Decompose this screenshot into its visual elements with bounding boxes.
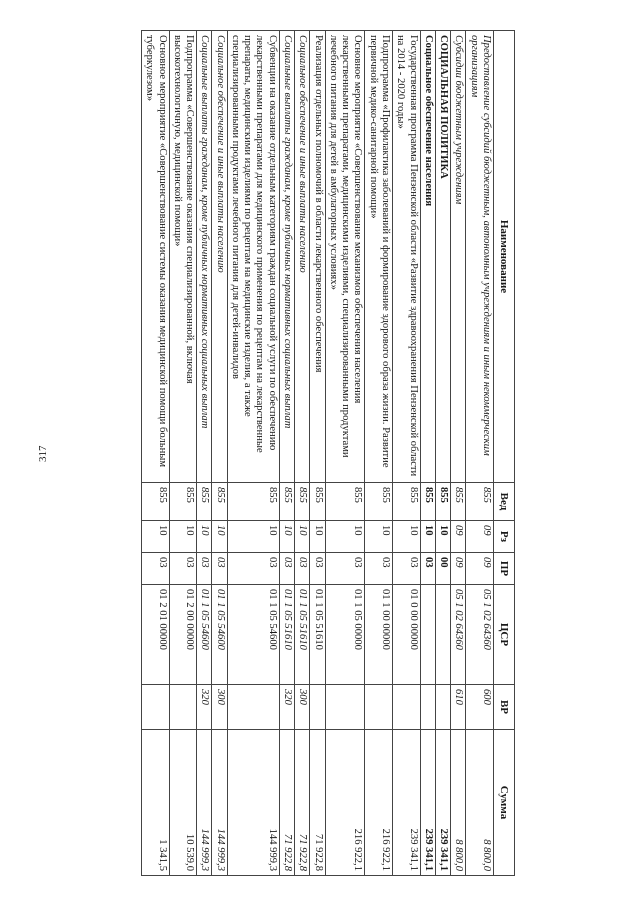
- cell-ved: 855: [466, 483, 494, 521]
- table-row: [212, 31, 227, 876]
- cell-rz: 10: [169, 521, 197, 553]
- cell-sum: 71 922,8: [310, 730, 325, 876]
- cell-rz: 10: [141, 521, 169, 553]
- cell-ved: 855: [279, 483, 294, 521]
- cell-ved: 855: [420, 483, 435, 521]
- cell-ved: 855: [365, 483, 393, 521]
- cell-rz: 10: [227, 521, 279, 553]
- cell-sum: 8 800,0: [466, 730, 494, 876]
- cell-sum: 239 341,1: [420, 730, 435, 876]
- table-row: [451, 31, 466, 876]
- cell-pr: 03: [325, 553, 365, 585]
- cell-pr: 03: [393, 553, 421, 585]
- cell-name: Субсидии бюджетным учреждениям: [451, 31, 466, 483]
- cell-ved: 855: [393, 483, 421, 521]
- header-name: Наименование: [494, 31, 515, 483]
- cell-vr: 320: [197, 685, 212, 730]
- table-header-row: [494, 31, 515, 876]
- cell-sum: 216 922,1: [365, 730, 393, 876]
- cell-vr: [435, 685, 450, 730]
- cell-rz: 10: [310, 521, 325, 553]
- cell-rz: 10: [420, 521, 435, 553]
- cell-rz: 10: [279, 521, 294, 553]
- cell-vr: 320: [279, 685, 294, 730]
- cell-csr: 05 1 02 64360: [466, 585, 494, 685]
- cell-csr: 01 1 00 00000: [365, 585, 393, 685]
- table-row: [310, 31, 325, 876]
- cell-vr: [325, 685, 365, 730]
- cell-ved: 855: [325, 483, 365, 521]
- table-row: [420, 31, 435, 876]
- table-row: [141, 31, 169, 876]
- cell-pr: 03: [310, 553, 325, 585]
- cell-vr: 600: [466, 685, 494, 730]
- budget-table: [141, 30, 515, 876]
- cell-vr: 300: [212, 685, 227, 730]
- header-ved: Вед: [494, 483, 515, 521]
- cell-pr: 00: [435, 553, 450, 585]
- cell-rz: 10: [197, 521, 212, 553]
- header-vr: ВР: [494, 685, 515, 730]
- cell-csr: 01 1 05 54600: [197, 585, 212, 685]
- cell-sum: 239 341,1: [393, 730, 421, 876]
- cell-rz: 10: [325, 521, 365, 553]
- cell-name: Подпрограмма «Профилактика заболеваний и формирование здорового образа жизни. Развитие первичной медико-санитарной помощи»: [365, 31, 393, 483]
- cell-csr: 01 1 05 51610: [279, 585, 294, 685]
- cell-name: СОЦИАЛЬНАЯ ПОЛИТИКА: [435, 31, 450, 483]
- header-csr: ЦСР: [494, 585, 515, 685]
- cell-pr: 03: [212, 553, 227, 585]
- cell-sum: 8 800,0: [451, 730, 466, 876]
- header-sum: Сумма: [494, 730, 515, 876]
- table-row: [227, 31, 279, 876]
- table-row: [365, 31, 393, 876]
- header-pr: ПР: [494, 553, 515, 585]
- cell-name: Социальные выплаты гражданам, кроме публичных нормативных социальных выплат: [197, 31, 212, 483]
- cell-pr: 03: [420, 553, 435, 585]
- cell-csr: [420, 585, 435, 685]
- cell-csr: 01 0 00 00000: [393, 585, 421, 685]
- table-row: [295, 31, 310, 876]
- cell-pr: 03: [197, 553, 212, 585]
- cell-name: Реализация отдельных полномочий в области лекарственного обеспечения: [310, 31, 325, 483]
- cell-rz: 10: [365, 521, 393, 553]
- cell-sum: 216 922,1: [325, 730, 365, 876]
- cell-vr: [310, 685, 325, 730]
- cell-csr: 01 1 05 54600: [227, 585, 279, 685]
- table-row: [325, 31, 365, 876]
- cell-vr: [365, 685, 393, 730]
- cell-rz: 10: [393, 521, 421, 553]
- cell-csr: [435, 585, 450, 685]
- cell-rz: 09: [466, 521, 494, 553]
- cell-pr: 03: [169, 553, 197, 585]
- cell-name: Субвенции на оказание отдельным категориям граждан социальной услуги по обеспечению лекарственными препаратами для медицинского применения по рецептам на лекарственные препараты, медицинскими изделиями по рецептам на медицинские изделия, а также специализированными продуктами лечебного питания для детей-инвалидов: [227, 31, 279, 483]
- cell-sum: 71 922,8: [295, 730, 310, 876]
- cell-vr: [227, 685, 279, 730]
- cell-ved: 855: [197, 483, 212, 521]
- cell-csr: 01 1 05 54600: [212, 585, 227, 685]
- cell-rz: 10: [295, 521, 310, 553]
- table-body: [141, 31, 493, 876]
- cell-sum: 1 341,5: [141, 730, 169, 876]
- cell-sum: 71 922,8: [279, 730, 294, 876]
- cell-csr: 01 2 01 00000: [141, 585, 169, 685]
- cell-csr: 01 1 05 51610: [310, 585, 325, 685]
- cell-vr: [169, 685, 197, 730]
- cell-csr: 01 1 05 51610: [295, 585, 310, 685]
- cell-ved: 855: [212, 483, 227, 521]
- cell-sum: 144 999,3: [227, 730, 279, 876]
- cell-vr: 300: [295, 685, 310, 730]
- cell-ved: 855: [141, 483, 169, 521]
- header-rz: Рз: [494, 521, 515, 553]
- cell-pr: 03: [365, 553, 393, 585]
- cell-ved: 855: [169, 483, 197, 521]
- cell-name: Социальное обеспечение населения: [420, 31, 435, 483]
- cell-name: Государственная программа Пензенской области «Развитие здравоохранения Пензенской области на 2014 - 2020 годы»: [393, 31, 421, 483]
- table-row: [197, 31, 212, 876]
- cell-ved: 855: [295, 483, 310, 521]
- cell-name: Подпрограмма «Совершенствование оказания специализированной, включая высокотехнологичную, медицинской помощи»: [169, 31, 197, 483]
- table-row: [279, 31, 294, 876]
- cell-name: Социальное обеспечение и иные выплаты населению: [295, 31, 310, 483]
- cell-ved: 855: [435, 483, 450, 521]
- cell-pr: 03: [227, 553, 279, 585]
- cell-name: Предоставление субсидий бюджетным, автономным учреждениям и иным некоммерческим организациям: [466, 31, 494, 483]
- cell-ved: 855: [451, 483, 466, 521]
- cell-vr: [141, 685, 169, 730]
- table-row: [466, 31, 494, 876]
- cell-pr: 03: [295, 553, 310, 585]
- table-row: [435, 31, 450, 876]
- cell-rz: 10: [435, 521, 450, 553]
- cell-csr: 01 1 05 00000: [325, 585, 365, 685]
- table-row: [393, 31, 421, 876]
- cell-rz: 10: [212, 521, 227, 553]
- cell-name: Основное мероприятие «Совершенствование системы оказания медицинской помощи больным туберкулезом»: [141, 31, 169, 483]
- cell-ved: 855: [227, 483, 279, 521]
- cell-name: Социальные выплаты гражданам, кроме публичных нормативных социальных выплат: [279, 31, 294, 483]
- cell-vr: [420, 685, 435, 730]
- cell-sum: 10 539,0: [169, 730, 197, 876]
- budget-table-container: [70, 30, 515, 875]
- cell-vr: [393, 685, 421, 730]
- table-row: [169, 31, 197, 876]
- page-number: 317: [37, 445, 49, 462]
- cell-sum: 144 999,3: [197, 730, 212, 876]
- cell-csr: 05 1 02 64360: [451, 585, 466, 685]
- cell-sum: 239 341,1: [435, 730, 450, 876]
- cell-ved: 855: [310, 483, 325, 521]
- cell-pr: 03: [279, 553, 294, 585]
- cell-vr: 610: [451, 685, 466, 730]
- cell-name: Социальное обеспечение и иные выплаты населению: [212, 31, 227, 483]
- cell-csr: 01 2 00 00000: [169, 585, 197, 685]
- cell-pr: 03: [141, 553, 169, 585]
- cell-rz: 09: [451, 521, 466, 553]
- cell-pr: 09: [466, 553, 494, 585]
- cell-name: Основное мероприятие «Совершенствование механизмов обеспечения населения лекарственными препаратами, медицинскими изделиями, специализированными продуктами лечебного питания для детей в амбулаторных условиях»: [325, 31, 365, 483]
- cell-sum: 144 999,3: [212, 730, 227, 876]
- cell-pr: 09: [451, 553, 466, 585]
